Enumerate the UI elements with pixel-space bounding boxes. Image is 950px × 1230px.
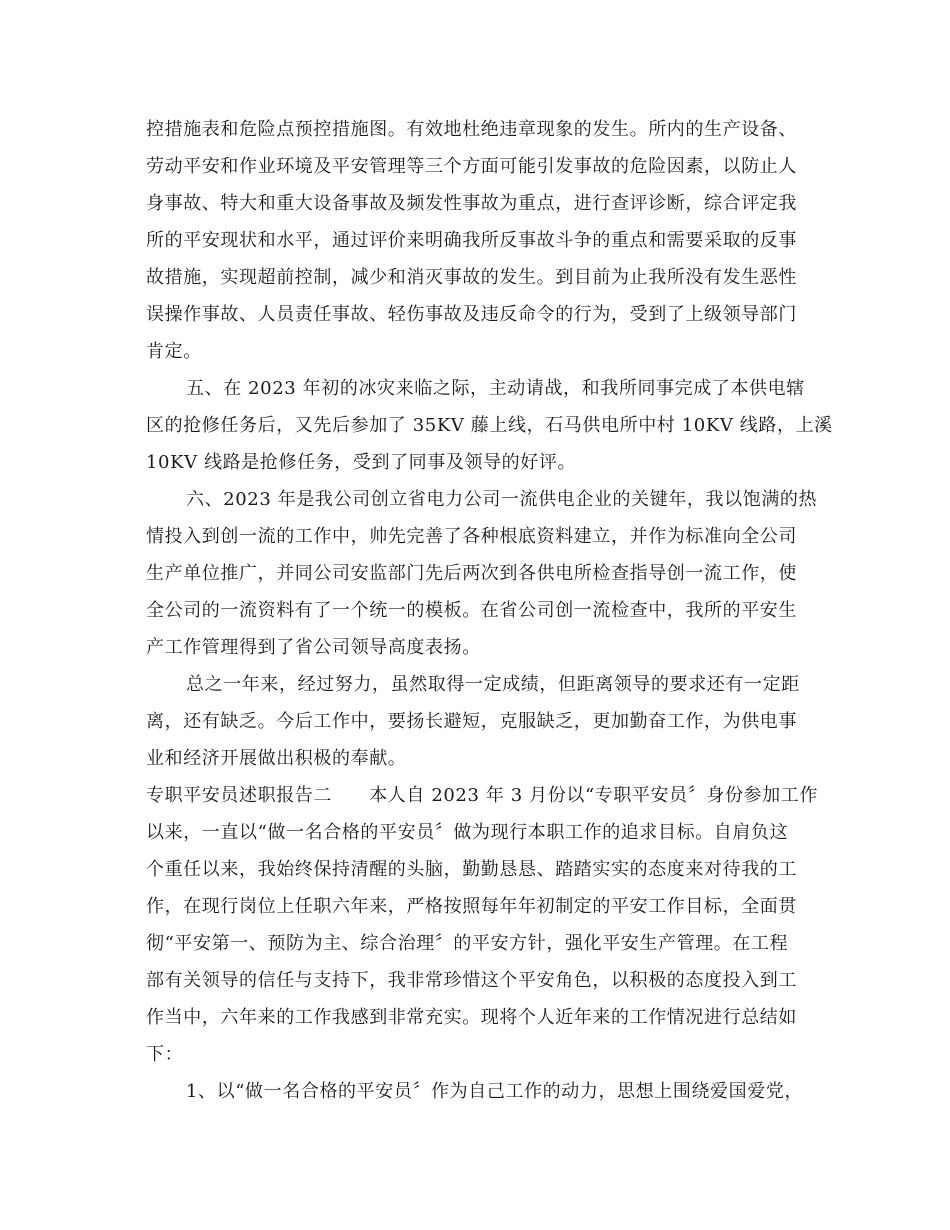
text-line: 10KV 线路是抢修任务，受到了同事及领导的好评。 [146, 452, 577, 473]
text-line: 身事故、特大和重大设备事故及频发性事故为重点，进行查评诊断，综合评定我 [146, 193, 797, 214]
numbered-item-one: 1、以“做一名合格的平安员〞作为自己工作的动力，思想上围绕爱国爱党， [186, 1081, 804, 1102]
text-line: 所的平安现状和水平，通过评价来明确我所反事故斗争的重点和需要采取的反事 [146, 230, 797, 251]
text-line: 控措施表和危险点预控措施图。有效地杜绝违章现象的发生。所内的生产设备、 [146, 119, 797, 140]
text-line: 劳动平安和作业环境及平安管理等三个方面可能引发事故的危险因素，以防止人 [146, 156, 797, 177]
text-line: 业和经济开展做出积极的奉献。 [146, 748, 407, 769]
text-line: 产工作管理得到了省公司领导高度表扬。 [146, 637, 481, 658]
text-line: 作，在现行岗位上任职六年来，严格按照每年年初制定的平安工作目标，全面贯 [146, 896, 797, 917]
text-line: 全公司的一流资料有了一个统一的模板。在省公司创一流检查中，我所的平安生 [146, 600, 797, 621]
text-line: 部有关领导的信任与支持下，我非常珍惜这个平安角色，以积极的态度投入到工 [146, 970, 797, 991]
text-line: 离，还有缺乏。今后工作中，要扬长避短，克服缺乏，更加勤奋工作，为供电事 [146, 711, 797, 732]
text-line: 作当中，六年来的工作我感到非常充实。现将个人近年来的工作情况进行总结如 [146, 1007, 797, 1028]
text-line: 肯定。 [146, 341, 202, 362]
text-line: 彻“平安第一、预防为主、综合治理〞的平安方针，强化平安生产管理。在工程 [146, 933, 789, 954]
summary-first-line: 总之一年来，经过努力，虽然取得一定成绩，但距离领导的要求还有一定距 [186, 674, 800, 695]
text-line: 区的抢修任务后，又先后参加了 35KV 藤上线，石马供电所中村 10KV 线路，上溪 [146, 415, 833, 436]
text-line: 个重任以来，我始终保持清醒的头脑，勤勤恳恳、踏踏实实的态度来对待我的工 [146, 859, 797, 880]
text-line: 故措施，实现超前控制，减少和消灭事故的发生。到目前为止我所没有发生恶性 [146, 267, 797, 288]
report-two-heading-line: 专职平安员述职报告二 本人自 2023 年 3 月份以“专职平安员〞身份参加工作 [146, 785, 818, 806]
text-line: 下： [146, 1044, 184, 1065]
text-line: 情投入到创一流的工作中，帅先完善了各种根底资料建立，并作为标准向全公司 [146, 526, 797, 547]
text-line: 以来，一直以“做一名合格的平安员〞做为现行本职工作的追求目标。自肩负这 [146, 822, 789, 843]
text-line: 生产单位推广，并同公司安监部门先后两次到各供电所检查指导创一流工作，使 [146, 563, 797, 584]
paragraph-five-first-line: 五、在 2023 年初的冰灾来临之际，主动请战，和我所同事完成了本供电辖 [186, 378, 805, 399]
paragraph-six-first-line: 六、2023 年是我公司创立省电力公司一流供电企业的关键年，我以饱满的热 [186, 489, 818, 510]
text-line: 误操作事故、人员责任事故、轻伤事故及违反命令的行为，受到了上级领导部门 [146, 304, 797, 325]
